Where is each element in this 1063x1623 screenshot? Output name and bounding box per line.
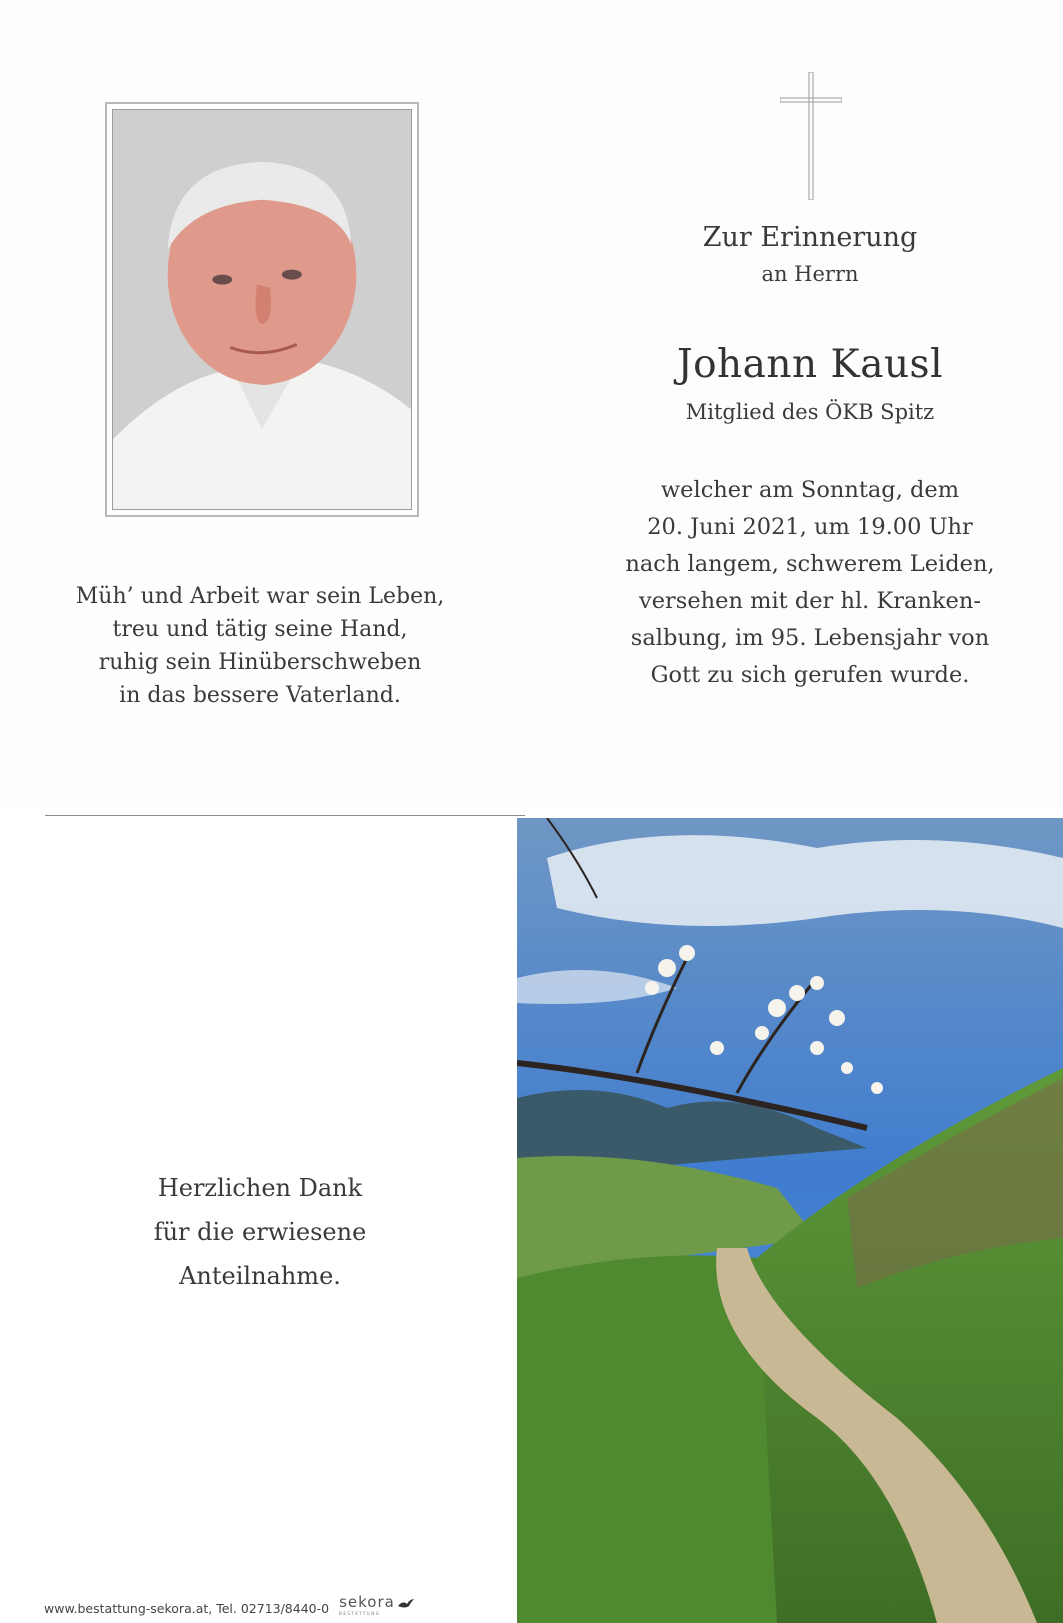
membership-line: Mitglied des ÖKB Spitz bbox=[685, 400, 935, 424]
cross-icon bbox=[780, 72, 842, 200]
verse-line: ruhig sein Hinüberschweben bbox=[98, 650, 422, 675]
brand-tagline: BESTATTUNG bbox=[339, 1611, 381, 1616]
announcement-line: salbung, im 95. Lebensjahr von bbox=[630, 625, 990, 651]
footer bbox=[44, 1592, 504, 1616]
memorial-subheading: an Herrn bbox=[761, 262, 859, 286]
top-left-panel bbox=[0, 0, 535, 810]
thanks-line: Herzlichen Dank bbox=[157, 1174, 363, 1202]
landscape-photo bbox=[517, 818, 1063, 1623]
announcement-line: welcher am Sonntag, dem bbox=[660, 477, 960, 503]
verse-line: in das bessere Vaterland. bbox=[119, 683, 401, 708]
bird-icon bbox=[397, 1598, 415, 1610]
brand-logo bbox=[339, 1595, 415, 1616]
thanks-line: für die erwiesene bbox=[153, 1218, 367, 1246]
announcement-line: nach langem, schwerem Leiden, bbox=[625, 551, 995, 577]
thanks-message bbox=[60, 1166, 460, 1298]
announcement-line: 20. Juni 2021, um 19.00 Uhr bbox=[647, 514, 973, 540]
announcement-line: Gott zu sich gerufen wurde. bbox=[650, 662, 970, 688]
memorial-heading: Zur Erinnerung bbox=[702, 222, 918, 253]
brand-name: sekora bbox=[339, 1593, 395, 1611]
portrait-photo bbox=[112, 109, 412, 510]
announcement-line: versehen mit der hl. Kranken- bbox=[639, 588, 981, 614]
deceased-name: Johann Kausl bbox=[676, 342, 944, 387]
verse bbox=[40, 580, 480, 712]
portrait-frame bbox=[105, 102, 419, 517]
verse-line: Müh’ und Arbeit war sein Leben, bbox=[75, 584, 445, 609]
footer-contact: www.bestattung-sekora.at, Tel. 02713/8440-0 bbox=[44, 1601, 330, 1616]
death-announcement bbox=[590, 472, 1030, 694]
thanks-line: Anteilnahme. bbox=[179, 1262, 341, 1290]
fold-divider bbox=[45, 815, 525, 816]
verse-line: treu und tätig seine Hand, bbox=[112, 617, 408, 642]
